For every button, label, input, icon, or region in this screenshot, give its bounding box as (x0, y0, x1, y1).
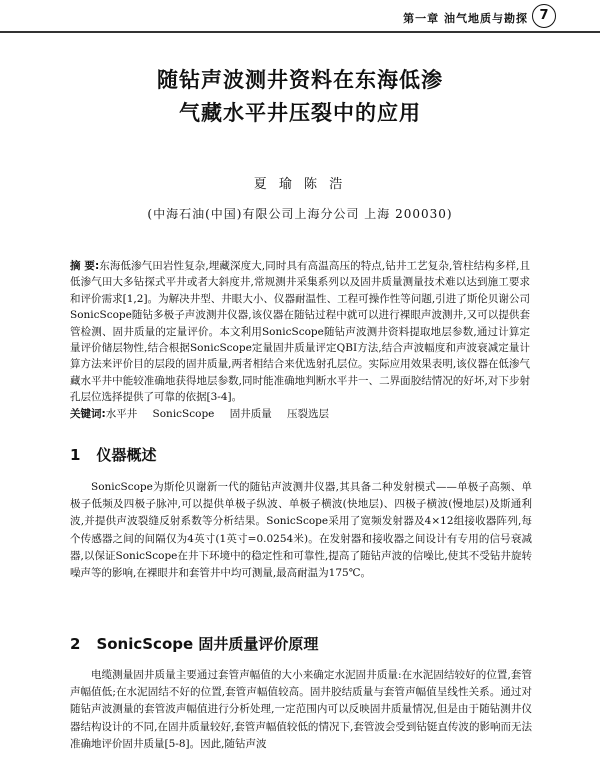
header-divider (0, 31, 600, 33)
page-number: 7 (532, 4, 556, 28)
abstract-text: 东海低渗气田岩性复杂,埋藏深度大,同时具有高温高压的特点,钻井工艺复杂,管柱结构多样,且低渗气田大多钻探式平井或者大斜度井,常规测井采集系列以及固井质量测量技术难以达到施工要求和评价需求[1,2]。为解决井型、井眼大小、仪器耐温性、工程可操作性等问题,引进了斯伦贝谢公司SonicScope随钻多极子声波测井仪器,该仪器在随钻过程中就可以进行裸眼声波测井,又可以提供套管检测、固井质量的定量评价。本文利用SonicScope随钻声波测井资料提取地层参数,通过计算定量评价储层物性,结合根据SonicScope定量固井质量评定QBI方法,结合声波幅度和声波衰减定量计算方法来评价目的层段的固井质量,两者相结合来优选射孔层位。实际应用效果表明,该仪器在低渗气藏水平井中能较准确地获得地层参数,同时能准确地判断水平井一、二界面胶结情况的好坏,对下步射孔层位选择提供了可靠的依据[3-4]。 (70, 260, 530, 404)
abstract-label: 摘 要: (70, 260, 100, 272)
authors: 夏 瑜 陈 浩 (253, 177, 347, 192)
affiliation: (中海石油(中国)有限公司上海分公司 上海 200030) (147, 207, 453, 221)
title-line-2: 气藏水平井压裂中的应用 (179, 101, 421, 125)
abstract (70, 258, 530, 406)
section-1-heading (70, 444, 156, 465)
section-2-paragraph: 电缆测量固井质量主要通过套管声幅值的大小来确定水泥固井质量:在水泥固结较好的位置,套管声幅值低;在水泥固结不好的位置,套管声幅值较高。固井胶结质量与套管声幅值呈线性关系。通过对随钻声波测量的套管波声幅值进行分析处理,一定范围内可以反映固井质量情况,但是由于随钻测井仪器结构设计的不同,在固井质量较好,套管声幅值较低的情况下,套管波会受到钻铤直传波的影响而无法准确地评价固井质量[5-8]。因此,随钻声波 (70, 669, 532, 750)
keywords-values: 水平井 SonicScope 固井质量 压裂选层 (105, 408, 330, 420)
section-1-number: 1 (70, 446, 81, 464)
keywords-label: 关键词: (70, 408, 106, 420)
chapter-label: 第一章 油气地质与勘探 (403, 12, 528, 25)
section-2-title: SonicScope 固井质量评价原理 (96, 635, 319, 653)
section-1-paragraph: SonicScope为斯伦贝谢新一代的随钻声波测井仪器,其具备二种发射模式——单极子高频、单极子低频及四极子脉冲,可以提供单极子纵波、单极子横波(快地层)、四极子横波(慢地层)及斯通利波,并提供声波裂缝反射系数等分析结果。SonicScope采用了宽频发射器及4×12组接收器阵列,每个传感器之间的间隔仅为4英寸(1英寸=0.0254米)。在发射器和接收器之间设计有专用的信号衰减器,以保证SonicScope在井下环境中的稳定性和可靠性,提高了随钻声波的信噪比,使其不受钻井旋转噪声等的影响,在裸眼井和套管井中均可测量,最高耐温为175℃。 (70, 481, 532, 580)
section-2-heading (70, 633, 318, 654)
section-2-number: 2 (70, 635, 81, 653)
title-line-1: 随钻声波测井资料在东海低渗 (157, 68, 443, 92)
keywords (70, 406, 530, 422)
running-header (0, 4, 600, 30)
paper-title (0, 64, 600, 130)
section-1-title: 仪器概述 (96, 446, 157, 464)
